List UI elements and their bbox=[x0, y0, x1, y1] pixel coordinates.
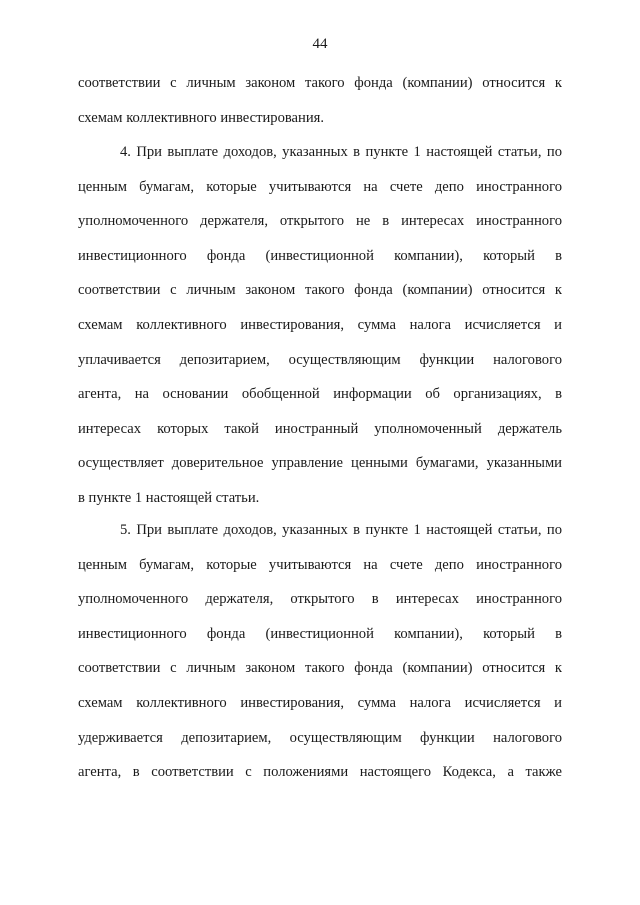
text-line: в пункте 1 настоящей статьи. bbox=[78, 489, 260, 506]
text-line: 5. При выплате доходов, указанных в пункте 1 настоящей статьи, по bbox=[120, 522, 562, 538]
text-line: агента, на основании обобщенной информации об организациях, в bbox=[78, 386, 562, 403]
paragraph-continuation bbox=[78, 66, 562, 135]
text-line: схемам коллективного инвестирования. bbox=[78, 109, 325, 126]
text-line: уполномоченного держателя, открытого в интересах иностранного bbox=[78, 591, 562, 608]
text-line: уплачивается депозитарием, осуществляющим функции налогового bbox=[78, 351, 562, 368]
text-line: ценным бумагам, которые учитываются на счете депо иностранного bbox=[78, 178, 562, 195]
text-line: инвестиционного фонда (инвестиционной компании), который в bbox=[78, 625, 562, 642]
text-line: схемам коллективного инвестирования, сумма налога исчисляется и bbox=[78, 694, 562, 711]
text-line: интересах которых такой иностранный уполномоченный держатель bbox=[78, 420, 562, 437]
text-line: инвестиционного фонда (инвестиционной компании), который в bbox=[78, 247, 562, 264]
text-line: агента, в соответствии с положениями настоящего Кодекса, а также bbox=[78, 764, 562, 781]
paragraph-item-4 bbox=[78, 135, 562, 516]
paragraph-item-5 bbox=[78, 513, 562, 790]
text-line: схемам коллективного инвестирования, сумма налога исчисляется и bbox=[78, 316, 562, 333]
text-line: соответствии с личным законом такого фонда (компании) относится к bbox=[78, 660, 562, 677]
text-line: соответствии с личным законом такого фонда (компании) относится к bbox=[78, 282, 562, 299]
text-line: удерживается депозитарием, осуществляющим функции налогового bbox=[78, 729, 562, 746]
text-line: ценным бумагам, которые учитываются на счете депо иностранного bbox=[78, 556, 562, 573]
text-line: соответствии с личным законом такого фонда (компании) относится к bbox=[78, 75, 562, 91]
page-number: 44 bbox=[312, 36, 328, 52]
text-line: уполномоченного держателя, открытого не в интересах иностранного bbox=[78, 213, 562, 230]
text-line: осуществляет доверительное управление ценными бумагами, указанными bbox=[78, 455, 562, 472]
text-line: 4. При выплате доходов, указанных в пункте 1 настоящей статьи, по bbox=[120, 144, 562, 160]
